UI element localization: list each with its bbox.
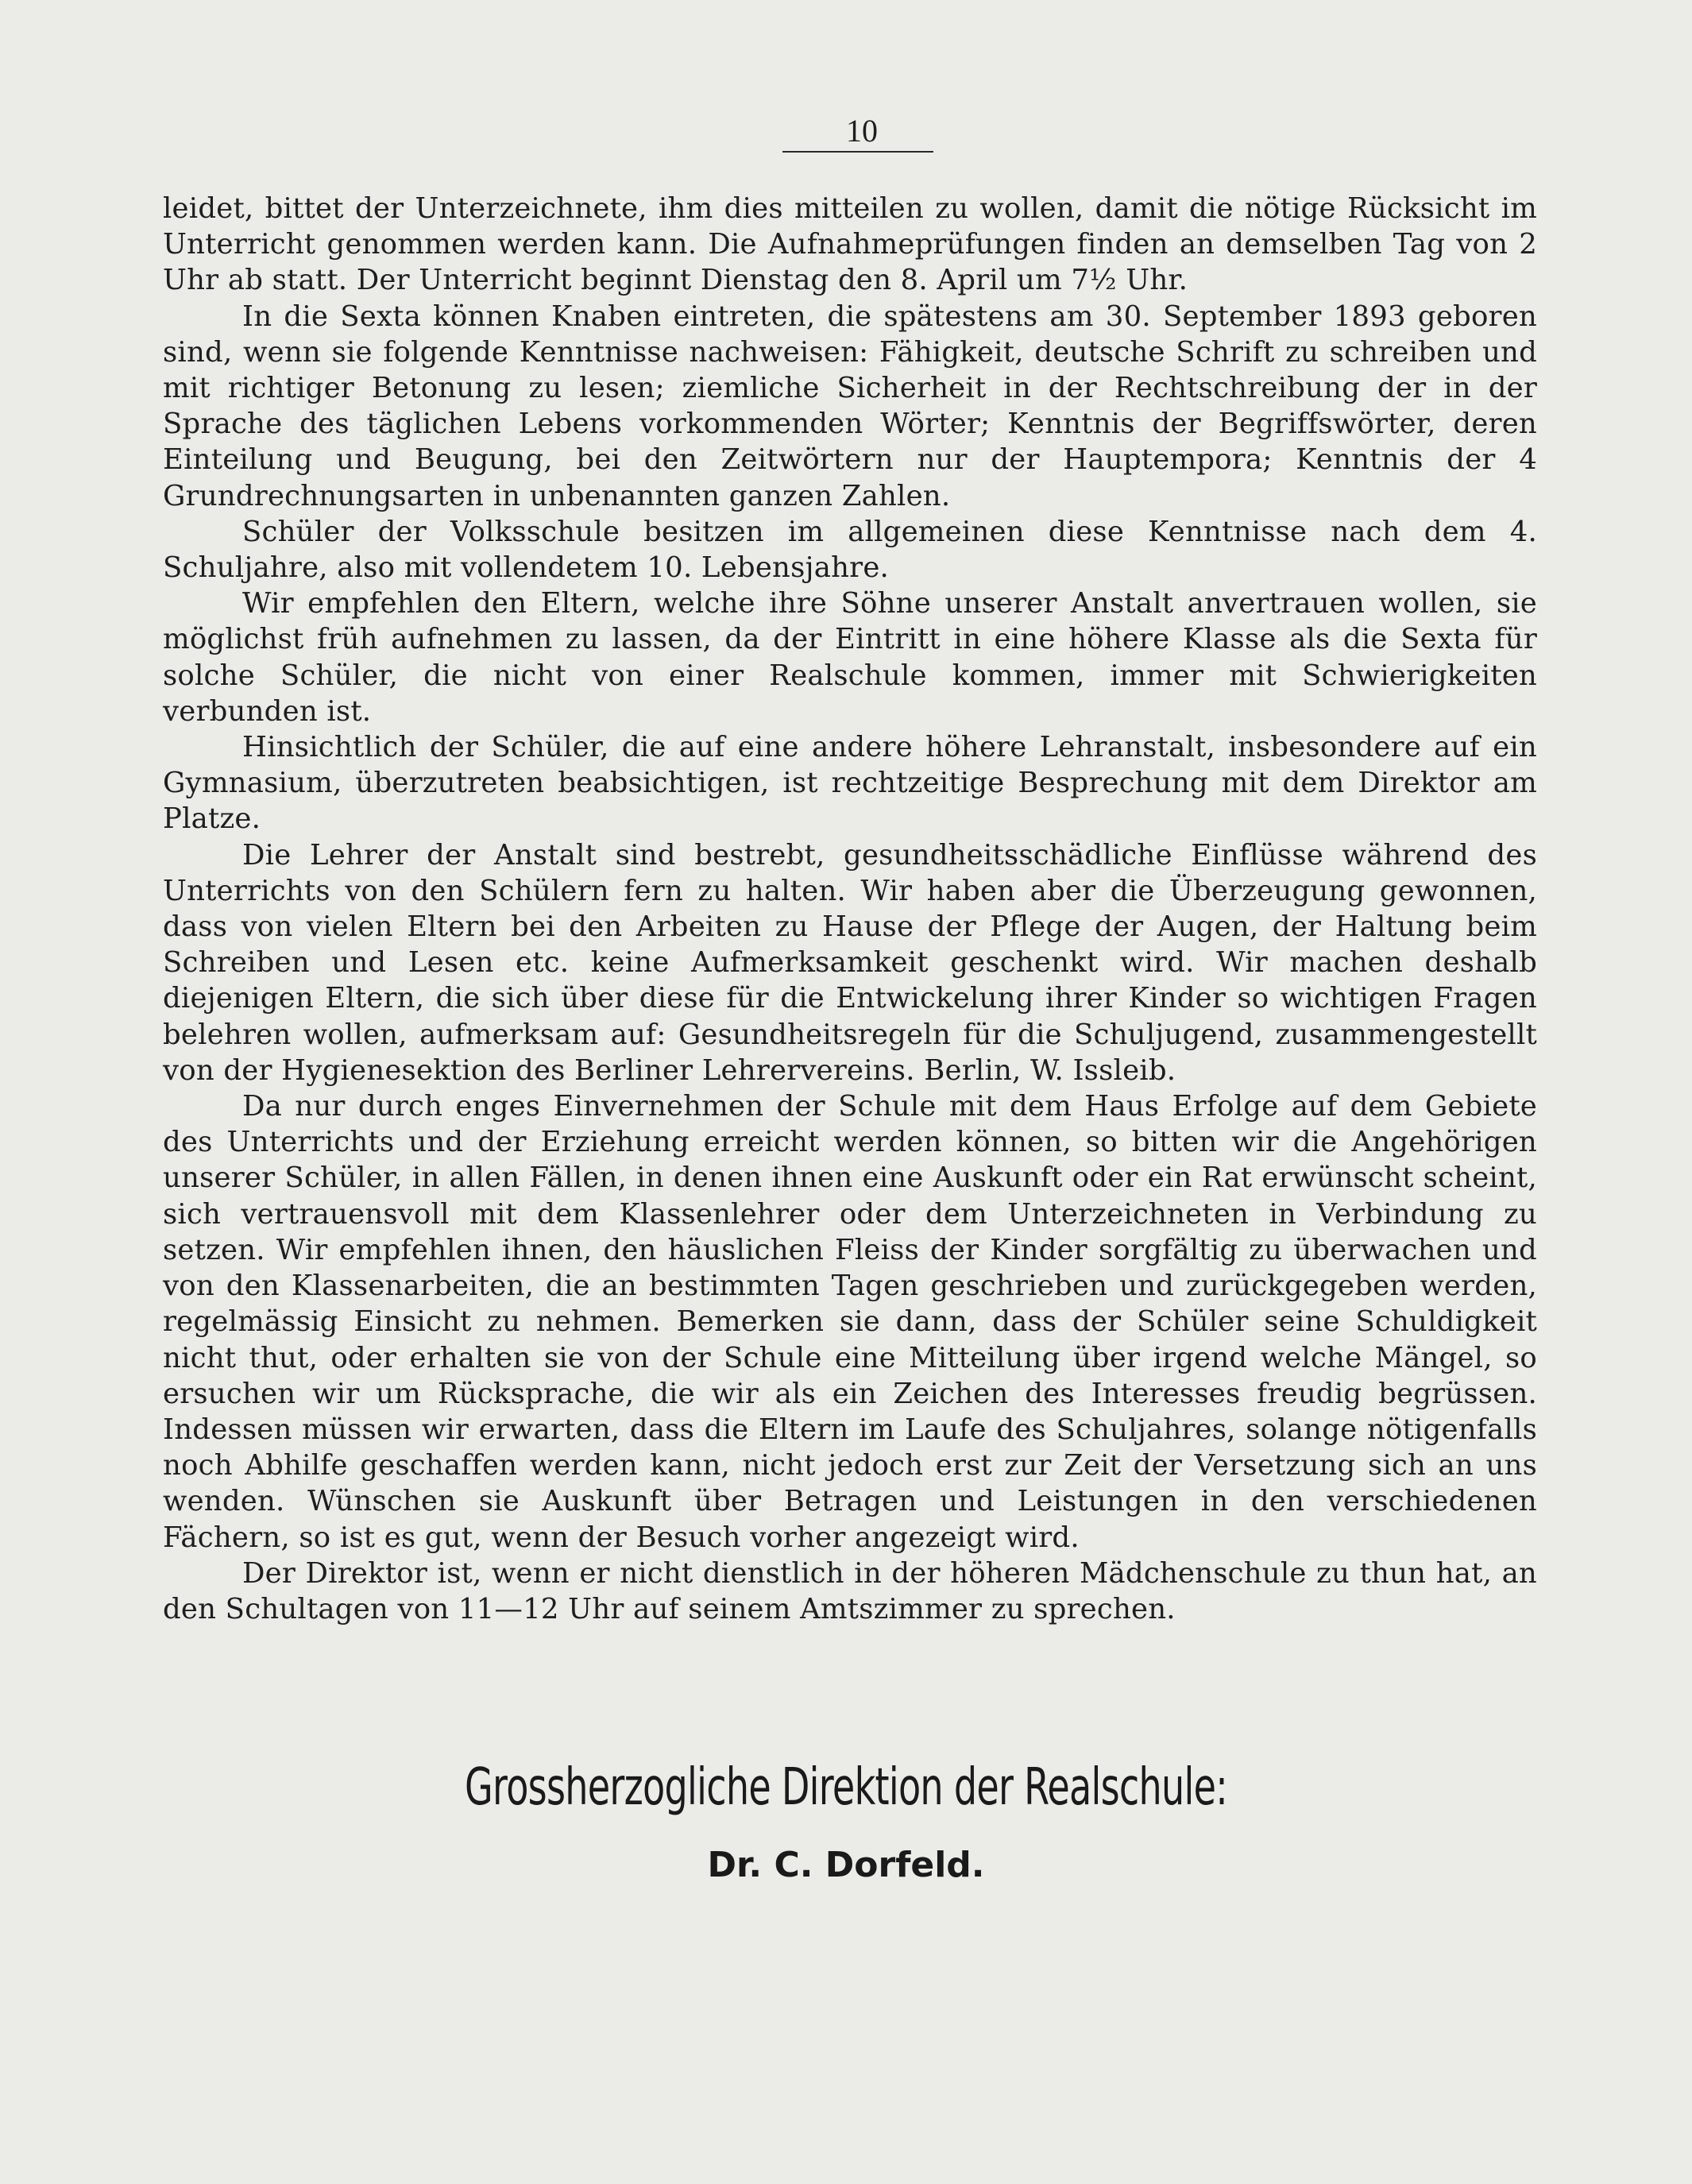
paragraph-5: Hinsichtlich der Schüler, die auf eine andere höhere Lehranstalt, insbesondere auf ein Gymnasium, überzutreten beabsichtigen, ist rechtzeitige Besprechung mit dem Direktor am Platze. bbox=[163, 731, 1537, 836]
signature-title: Grossherzogliche Direktion der Realschule: bbox=[464, 1758, 1228, 1817]
page-number-rule bbox=[782, 151, 933, 153]
paragraph-8: Der Direktor ist, wenn er nicht dienstlich in der höheren Mädchenschule zu thun hat, an den Schultagen von 11—12 Uhr auf seinem Amtszimmer zu sprechen. bbox=[163, 1556, 1537, 1625]
page-number: 10 bbox=[846, 113, 878, 149]
paragraph-7: Da nur durch enges Einvernehmen der Schule mit dem Haus Erfolge auf dem Gebiete des Unterrichts und der Erziehung erreicht werden können, so bitten wir die Angehörigen unserer Schüler, in allen Fällen, in denen ihnen eine Auskunft oder ein Rat erwünscht scheint, sich vertrauensvoll mit dem Klassenlehrer oder dem Unterzeichneten in Verbindung zu setzen. Wir empfehlen ihnen, den häuslichen Fleiss der Kinder sorgfältig zu überwachen und von den Klassenarbeiten, die an bestimmten Tagen geschrieben und zurückgegeben werden, regelmässig Einsicht zu nehmen. Bemerken sie dann, dass der Schüler seine Schuldigkeit nicht thut, oder erhalten sie von der Schule eine Mitteilung über irgend welche Mängel, so ersuchen wir um Rücksprache, die wir als ein Zeichen des Interesses freudig begrüssen. Indessen müssen wir erwarten, dass die Eltern im Laufe des Schuljahres, solange nötigenfalls noch Abhilfe geschaffen werden kann, nicht jedoch erst zur Zeit der Versetzung sich an uns wenden. Wünschen sie Auskunft über Betragen und Leistungen in den verschiedenen Fächern, so ist es gut, wenn der Besuch vorher angezeigt wird. bbox=[163, 1090, 1537, 1554]
paragraph-6: Die Lehrer der Anstalt sind bestrebt, gesundheitsschädliche Einflüsse während des Unterrichts von den Schülern fern zu halten. Wir haben aber die Überzeugung gewonnen, dass von vielen Eltern bei den Arbeiten zu Hause der Pflege der Augen, der Haltung beim Schreiben und Lesen etc. keine Aufmerksamkeit geschenkt wird. Wir machen deshalb diejenigen Eltern, die sich über diese für die Entwickelung ihrer Kinder so wichtigen Fragen belehren wollen, aufmerksam auf: Gesundheitsregeln für die Schuljugend, zusammengestellt von der Hygienesektion des Berliner Lehrervereins. Berlin, W. Issleib. bbox=[163, 838, 1537, 1087]
paragraph-4: Wir empfehlen den Eltern, welche ihre Söhne unserer Anstalt anvertrauen wollen, sie möglichst früh aufnehmen zu lassen, da der Eintritt in eine höhere Klasse als die Sexta für solche Schüler, die nicht von einer Realschule kommen, immer mit Schwierigkeiten verbunden ist. bbox=[163, 587, 1537, 728]
paragraph-3: Schüler der Volksschule besitzen im allgemeinen diese Kenntnisse nach dem 4. Schuljahre, also mit vollendetem 10. Lebensjahre. bbox=[163, 515, 1537, 585]
body-text bbox=[163, 191, 1537, 1627]
paragraph-2: In die Sexta können Knaben eintreten, die spätestens am 30. September 1893 geboren sind, wenn sie folgende Kenntnisse nachweisen: Fähigkeit, deutsche Schrift zu schreiben und mit richtiger Betonung zu lesen; ziemliche Sicherheit in der Rechtschreibung der in der Sprache des täglichen Lebens vorkommenden Wörter; Kenntnis der Begriffswörter, deren Einteilung und Beugung, bei den Zeitwörtern nur der Hauptempora; Kenntnis der 4 Grundrechnungsarten in unbenannten ganzen Zahlen. bbox=[163, 300, 1537, 512]
paragraph-1: leidet, bittet der Unterzeichnete, ihm dies mitteilen zu wollen, damit die nötige Rücksicht im Unterricht genommen werden kann. Die Aufnahmeprüfungen finden an demselben Tag von 2 Uhr ab statt. Der Unterricht beginnt Dienstag den 8. April um 7½ Uhr. bbox=[163, 192, 1537, 297]
signature-name: Dr. C. Dorfeld. bbox=[707, 1845, 985, 1885]
